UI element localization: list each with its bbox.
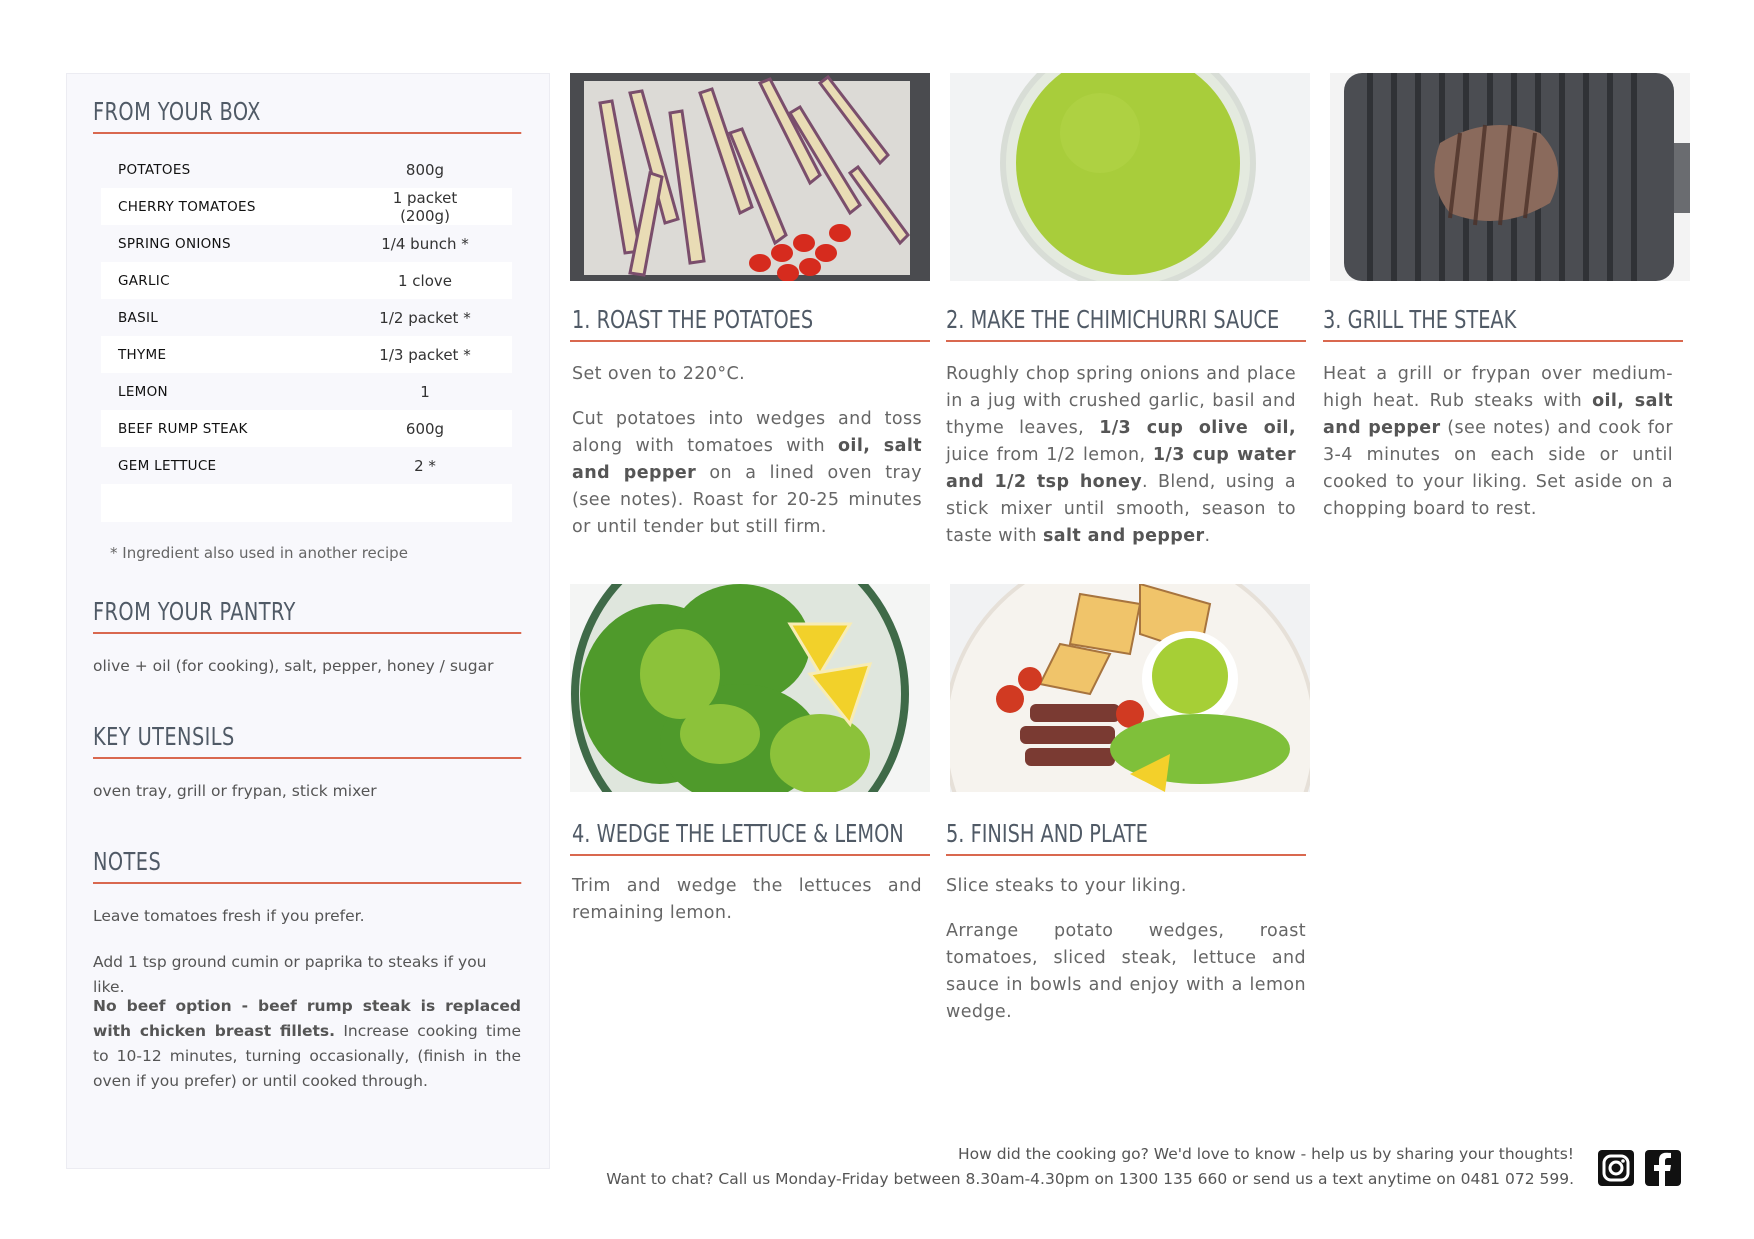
note-3-bold: No beef option - beef rump steak is replaced with chicken breast fillets. bbox=[93, 997, 521, 1040]
step-3-photo bbox=[1330, 73, 1690, 281]
note-3-rest: Increase cooking time to 10-12 minutes, turning occasionally, (finish in the oven if you prefer) or until cooked through. bbox=[93, 1022, 521, 1090]
step-5-photo bbox=[950, 584, 1310, 792]
ingredient-qty: 1/2 packet * bbox=[379, 308, 471, 327]
step-5-title: 5. FINISH AND PLATE bbox=[946, 819, 1148, 848]
ingredient-row bbox=[101, 336, 512, 373]
step-1-photo bbox=[570, 73, 930, 281]
ingredient-name: GEM LETTUCE bbox=[118, 457, 217, 474]
ingredient-name: GARLIC bbox=[118, 272, 170, 289]
step-3-text-c: (see notes) and cook for 3-4 minutes on each side or until cooked to your liking. Set aside on a chopping board to rest. bbox=[1323, 418, 1673, 519]
step-2-photo bbox=[950, 73, 1310, 281]
step-1-text-a: Cut potatoes into wedges and toss along with tomatoes with bbox=[572, 409, 922, 456]
ingredient-qty: 1/4 bunch * bbox=[381, 234, 469, 253]
ingredient-row bbox=[101, 410, 512, 447]
step-5-para-2: Arrange potato wedges, roast tomatoes, sliced steak, lettuce and sauce in bowls and enjoy with a lemon wedge. bbox=[946, 921, 1306, 1022]
step-1-text bbox=[572, 361, 922, 559]
pantry-text: olive + oil (for cooking), salt, pepper, honey / sugar bbox=[93, 657, 494, 675]
step-1-para-2 bbox=[572, 406, 922, 541]
step-1-para-1: Set oven to 220°C. bbox=[572, 364, 746, 384]
ingredient-qty: 1 bbox=[420, 382, 430, 401]
step-5-text bbox=[946, 873, 1306, 1044]
ingredient-qty: 800g bbox=[405, 160, 445, 179]
ingredient-name: SPRING ONIONS bbox=[118, 235, 231, 252]
ingredient-qty: 2 * bbox=[414, 456, 436, 475]
ingredient-row bbox=[101, 151, 512, 188]
ingredient-name: THYME bbox=[118, 346, 167, 363]
step-3-text bbox=[1323, 361, 1673, 541]
ingredients-table bbox=[101, 151, 512, 522]
step-2-text-e: . Blend, using a stick mixer until smooth, season to taste with bbox=[946, 472, 1296, 546]
ingredient-name: POTATOES bbox=[118, 161, 191, 178]
step-3-title: 3. GRILL THE STEAK bbox=[1323, 305, 1517, 334]
utensils-text: oven tray, grill or frypan, stick mixer bbox=[93, 782, 377, 800]
ingredient-row bbox=[101, 262, 512, 299]
ingredient-row bbox=[101, 225, 512, 262]
step-2-text-g: . bbox=[1204, 526, 1211, 546]
footer-contact-line: Want to chat? Call us Monday-Friday between 8.30am-4.30pm on 1300 135 660 or send us a text anytime on 0481 072 599. bbox=[606, 1170, 1574, 1188]
step-3-para bbox=[1323, 361, 1673, 523]
note-1: Leave tomatoes fresh if you prefer. bbox=[93, 907, 365, 925]
ingredient-row bbox=[101, 373, 512, 410]
step-1-rule bbox=[570, 340, 930, 342]
footer-feedback-line: How did the cooking go? We'd love to know - help us by sharing your thoughts! bbox=[957, 1145, 1574, 1163]
step-3-text-b: oil, salt and pepper bbox=[1323, 391, 1674, 438]
step-2-text-a: Roughly chop spring onions and place in a jug with crushed garlic, basil and thyme leaves, bbox=[946, 364, 1296, 438]
ingredient-name: LEMON bbox=[118, 383, 168, 400]
step-3-text-a: Heat a grill or frypan over medium-high heat. Rub steaks with bbox=[1323, 364, 1673, 411]
ingredient-footnote: * Ingredient also used in another recipe bbox=[110, 544, 408, 562]
step-3-rule bbox=[1323, 340, 1683, 342]
ingredient-row bbox=[101, 299, 512, 336]
ingredient-name: BASIL bbox=[118, 309, 159, 326]
ingredient-row bbox=[101, 188, 512, 225]
ingredient-name: BEEF RUMP STEAK bbox=[118, 420, 248, 437]
step-4-text bbox=[572, 873, 922, 945]
step-4-photo bbox=[570, 584, 930, 792]
step-4-title: 4. WEDGE THE LETTUCE & LEMON bbox=[572, 819, 904, 848]
ingredient-qty: 600g bbox=[405, 419, 445, 438]
step-5-rule bbox=[946, 854, 1306, 856]
step-1-text-bold: oil, salt and pepper bbox=[572, 436, 922, 483]
ingredient-row-empty bbox=[101, 484, 512, 522]
note-2: Add 1 tsp ground cumin or paprika to steaks if you like. bbox=[93, 953, 487, 996]
step-4-para-1: Trim and wedge the lettuces and remaining lemon. bbox=[572, 876, 922, 923]
step-2-text-f: salt and pepper bbox=[1042, 526, 1205, 546]
ingredient-qty: 1 packet (200g) bbox=[392, 188, 458, 225]
instagram-icon[interactable] bbox=[1598, 1150, 1634, 1186]
ingredient-qty: 1/3 packet * bbox=[379, 345, 471, 364]
step-4-rule bbox=[570, 854, 930, 856]
step-2-para bbox=[946, 361, 1296, 550]
step-2-text-c: juice from 1/2 lemon, bbox=[946, 445, 1153, 465]
key-utensils-heading: KEY UTENSILS bbox=[93, 723, 521, 759]
step-1-text-c: on a lined oven tray (see notes). Roast for 20-25 minutes or until tender but still firm. bbox=[572, 463, 923, 537]
step-2-text-d: 1/3 cup water and 1/2 tsp honey bbox=[946, 445, 1296, 492]
step-2-rule bbox=[946, 340, 1306, 342]
from-your-box-heading: FROM YOUR BOX bbox=[93, 98, 521, 134]
note-3 bbox=[93, 994, 521, 1094]
step-2-text-b: 1/3 cup olive oil, bbox=[1099, 418, 1296, 438]
step-2-title: 2. MAKE THE CHIMICHURRI SAUCE bbox=[946, 305, 1280, 334]
ingredient-qty: 1 clove bbox=[397, 271, 452, 290]
facebook-icon[interactable] bbox=[1645, 1150, 1681, 1186]
step-1-title: 1. ROAST THE POTATOES bbox=[572, 305, 814, 334]
notes-heading: NOTES bbox=[93, 848, 521, 884]
step-2-text bbox=[946, 361, 1296, 568]
ingredient-name: CHERRY TOMATOES bbox=[118, 198, 256, 215]
ingredient-row bbox=[101, 447, 512, 484]
from-your-pantry-heading: FROM YOUR PANTRY bbox=[93, 598, 521, 634]
step-5-para-1: Slice steaks to your liking. bbox=[946, 876, 1187, 896]
